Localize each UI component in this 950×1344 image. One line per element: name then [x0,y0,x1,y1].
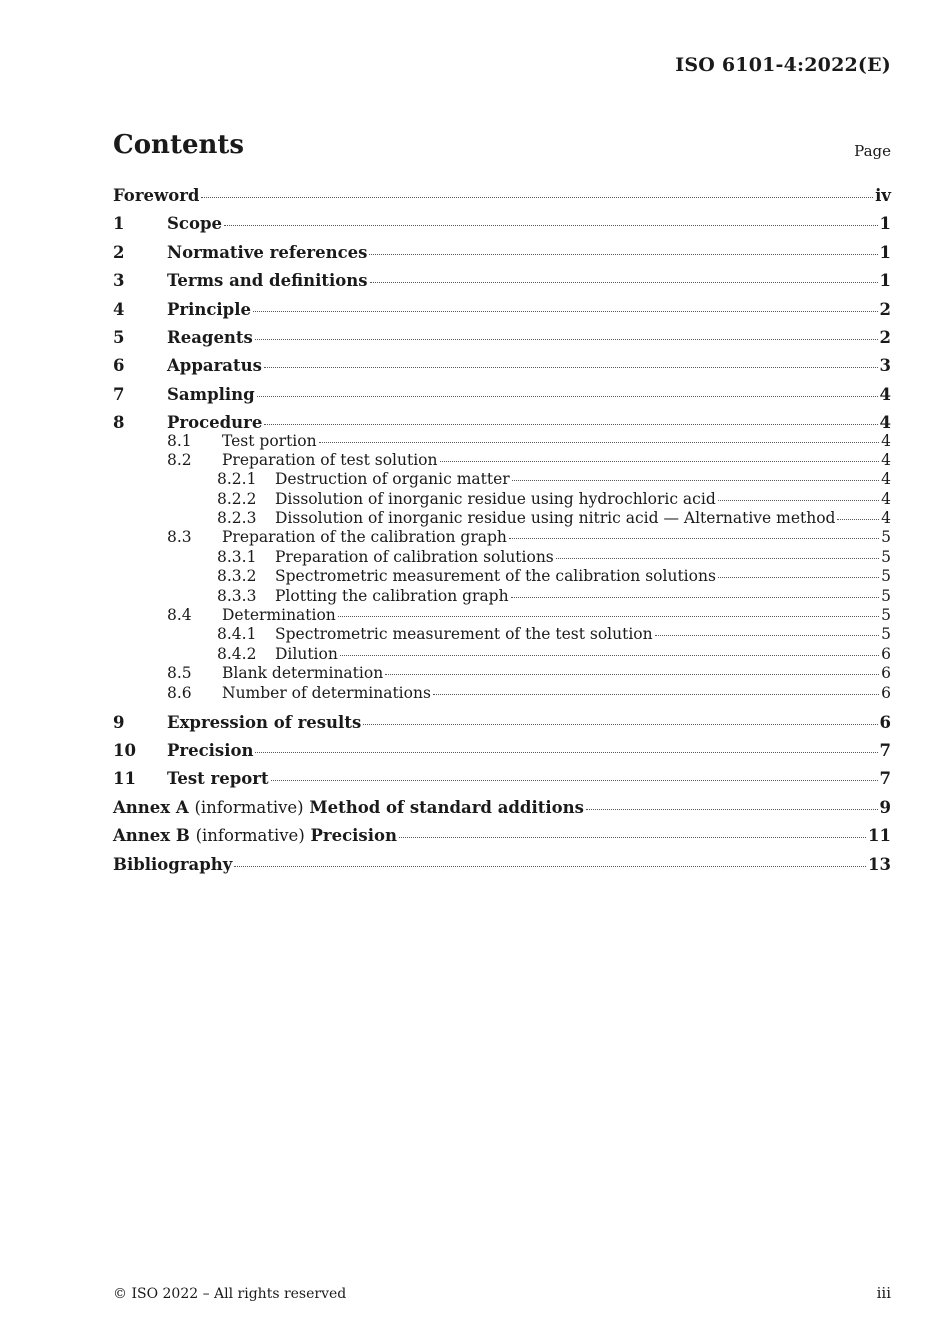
table-of-contents [113,185,891,882]
toc-entry-subsubclause[interactable] [113,645,891,664]
toc-entry-clause[interactable] [113,740,891,768]
toc-entry-clause[interactable] [113,270,891,298]
toc-entry-title: Test report [167,769,269,789]
toc-entry-page: 5 [881,625,891,644]
toc-entry-title: Apparatus [167,356,262,376]
toc-entry-title: Terms and definitions [167,271,368,291]
dot-leader [837,519,879,520]
toc-entry-title: Blank determination [222,664,384,683]
toc-entry-number: 8.2.2 [217,489,257,508]
dot-leader [257,396,878,397]
toc-entry-title: Procedure [167,413,263,433]
toc-entry-subsubclause[interactable] [113,509,891,528]
toc-entry-subsubclause[interactable] [113,490,891,509]
annex-heading [113,797,584,819]
toc-entry-title: Reagents [167,327,253,347]
toc-entry-page: 5 [881,586,891,605]
dot-leader [369,254,877,255]
dot-leader [511,597,880,598]
toc-entry-subclause[interactable] [113,528,891,547]
toc-entry-page: iv [875,186,891,205]
dot-leader [363,724,877,725]
toc-entry-annex-a[interactable] [113,797,891,825]
toc-entry-annex-b[interactable] [113,825,891,853]
dot-leader [319,442,880,443]
toc-entry-number: 8.1 [167,431,192,450]
page-number: iii [876,1284,891,1302]
toc-entry-title: Spectrometric measurement of the calibration solutions [275,567,716,586]
annex-heading [113,825,397,847]
toc-entry-page: 1 [879,242,891,262]
toc-entry-number: 8.3.2 [217,567,257,586]
toc-entry-number: 3 [113,271,125,291]
toc-entry-page: 7 [879,740,891,760]
toc-entry-number: 8.3.1 [217,547,257,566]
toc-entry-clause[interactable] [113,327,891,355]
toc-entry-page: 5 [881,567,891,586]
toc-entry-page: 13 [868,854,891,874]
toc-entry-subclause[interactable] [113,432,891,451]
toc-entry-number: 8.6 [167,683,192,702]
toc-entry-title: Dilution [275,644,338,663]
toc-entry-page: 4 [881,489,891,508]
toc-entry-title: Preparation of the calibration graph [222,528,507,547]
toc-entry-clause[interactable] [113,213,891,241]
dot-leader [264,367,878,368]
dot-leader [370,282,878,283]
toc-entry-title: Sampling [167,384,255,404]
toc-entry-title: Determination [222,606,336,625]
page-column-label: Page [854,142,891,160]
toc-entry-page: 5 [881,528,891,547]
dot-leader [509,538,879,539]
toc-entry-title: Expression of results [167,712,362,732]
dot-leader [718,500,879,501]
toc-entry-subsubclause[interactable] [113,587,891,606]
toc-entry-clause[interactable] [113,412,891,431]
toc-entry-title: Preparation of test solution [222,450,438,469]
toc-entry-clause[interactable] [113,768,891,796]
dot-leader [385,674,879,675]
dot-leader [234,866,866,867]
toc-entry-page: 9 [879,797,891,817]
toc-entry-page: 4 [881,509,891,528]
toc-entry-title: Dissolution of inorganic residue using hydrochloric acid [275,489,716,508]
toc-entry-number: 8.3.3 [217,586,257,605]
toc-entry-page: 1 [879,214,891,234]
dot-leader [201,197,873,198]
toc-entry-clause[interactable] [113,242,891,270]
toc-entry-number: 7 [113,384,125,404]
toc-entry-subsubclause[interactable] [113,567,891,586]
toc-entry-page: 4 [879,384,891,404]
toc-entry-page: 4 [881,450,891,469]
toc-entry-subsubclause[interactable] [113,470,891,489]
dot-leader [255,339,878,340]
toc-entry-title: Number of determinations [222,683,431,702]
toc-entry-title: Test portion [222,431,317,450]
toc-entry-page: 1 [879,271,891,291]
toc-entry-number: 8.4.1 [217,625,257,644]
annex-type: (informative) [195,826,305,846]
dot-leader [271,780,878,781]
toc-entry-number: 10 [113,740,136,760]
toc-entry-clause[interactable] [113,299,891,327]
toc-entry-number: 8.4 [167,606,192,625]
toc-entry-page: 2 [879,299,891,319]
toc-entry-number: 8.2.1 [217,470,257,489]
toc-entry-subclause[interactable] [113,664,891,683]
toc-entry-title: Bibliography [113,854,233,874]
copyright-notice: © ISO 2022 – All rights reserved [113,1286,347,1302]
dot-leader [512,480,879,481]
toc-entry-clause[interactable] [113,355,891,383]
toc-entry-title: Spectrometric measurement of the test solution [275,625,653,644]
toc-entry-page: 6 [881,683,891,702]
toc-entry-title: Precision [310,826,397,846]
toc-entry-number: 8.5 [167,664,192,683]
toc-entry-number: 8.4.2 [217,644,257,663]
toc-entry-page: 4 [881,431,891,450]
toc-entry-number: 1 [113,214,125,234]
toc-entry-page: 4 [881,470,891,489]
toc-entry-title: Principle [167,299,251,319]
dot-leader [340,655,879,656]
toc-entry-number: 8 [113,413,125,433]
annex-label: Annex B [113,826,190,846]
toc-entry-page: 11 [868,826,891,846]
toc-entry-page: 6 [881,664,891,683]
toc-entry-title: Destruction of organic matter [275,470,510,489]
dot-leader [718,577,879,578]
toc-entry-number: 2 [113,242,125,262]
toc-entry-title: Plotting the calibration graph [275,586,509,605]
toc-entry-page: 6 [881,644,891,663]
toc-entry-number: 8.3 [167,528,192,547]
toc-entry-number: 8.2 [167,450,192,469]
toc-entry-title: Normative references [167,242,368,262]
toc-entry-title: Precision [167,740,254,760]
dot-leader [433,694,879,695]
dot-leader [255,752,877,753]
annex-label: Annex A [113,797,189,817]
toc-entry-subclause[interactable] [113,451,891,470]
toc-entry-number: 11 [113,769,136,789]
dot-leader [556,558,879,559]
toc-entry-title: Dissolution of inorganic residue using nitric acid — Alternative method [275,509,836,528]
dot-leader [338,616,879,617]
toc-entry-page: 6 [879,712,891,732]
toc-entry-number: 6 [113,356,125,376]
dot-leader [586,809,878,810]
dot-leader [253,311,878,312]
toc-entry-title: Preparation of calibration solutions [275,547,554,566]
toc-entry-bibliography[interactable] [113,854,891,882]
toc-entry-subsubclause[interactable] [113,548,891,567]
dot-leader [224,225,878,226]
toc-entry-title: Foreword [113,186,200,205]
contents-heading: Contents [113,130,245,160]
toc-entry-subclause[interactable] [113,684,891,712]
toc-entry-number: 4 [113,299,125,319]
annex-type: (informative) [194,797,304,817]
toc-entry-page: 2 [879,327,891,347]
toc-entry-page: 3 [879,356,891,376]
toc-entry-number: 8.2.3 [217,509,257,528]
dot-leader [440,461,880,462]
toc-entry-page: 4 [879,413,891,433]
toc-entry-number: 5 [113,327,125,347]
dot-leader [264,424,877,425]
toc-entry-clause[interactable] [113,712,891,740]
toc-entry-page: 7 [879,769,891,789]
dot-leader [399,837,866,838]
document-identifier: ISO 6101-4:2022(E) [675,54,891,76]
toc-entry-clause[interactable] [113,384,891,412]
toc-entry-subsubclause[interactable] [113,625,891,644]
toc-entry-title: Method of standard additions [309,797,584,817]
toc-entry-number: 9 [113,712,125,732]
toc-entry-page: 5 [881,547,891,566]
toc-entry-foreword[interactable] [113,185,891,213]
toc-entry-title: Scope [167,214,223,234]
toc-entry-page: 5 [881,606,891,625]
toc-entry-subclause[interactable] [113,606,891,625]
dot-leader [655,635,880,636]
